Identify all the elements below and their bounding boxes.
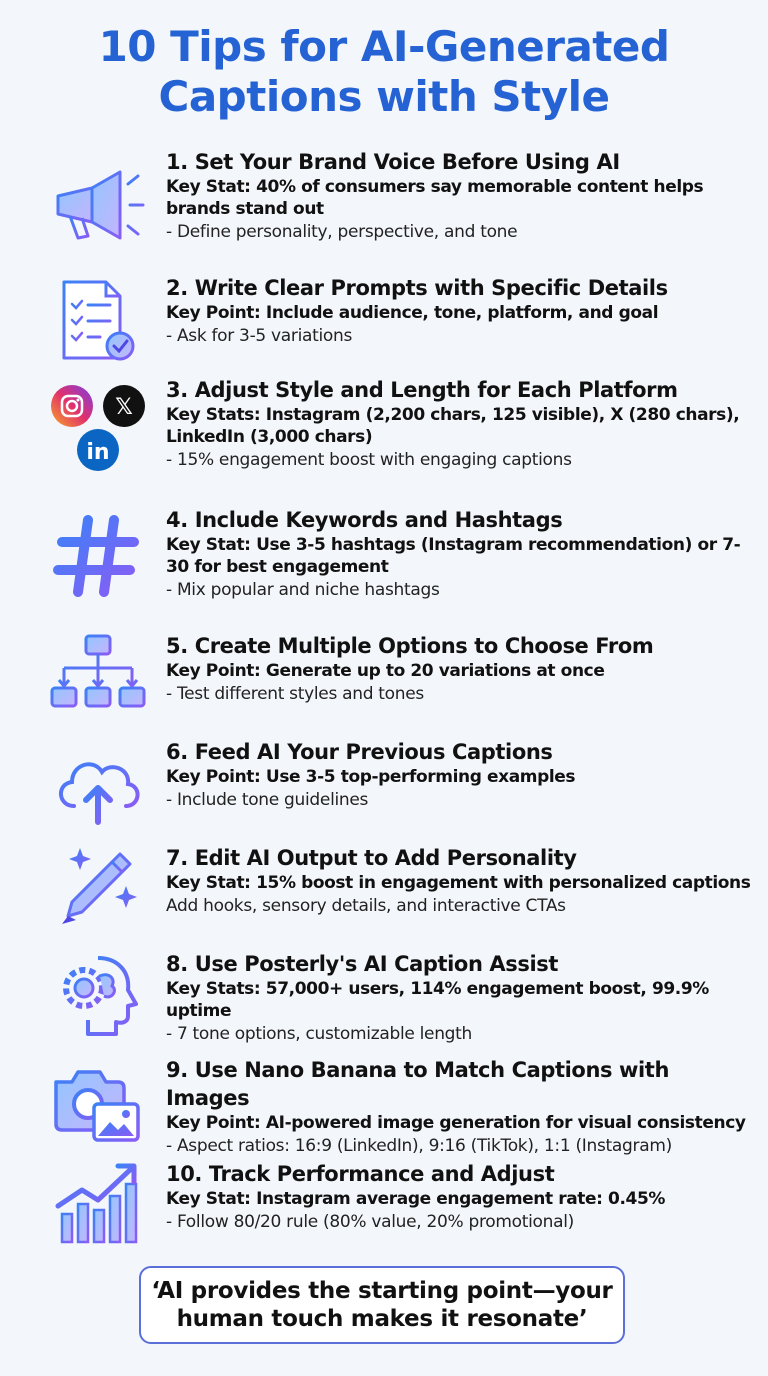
social-platforms-icon — [48, 384, 148, 474]
camera-image-icon — [48, 1058, 148, 1148]
tip-detail: Add hooks, sensory details, and interactive CTAs — [166, 896, 566, 916]
tip-detail: - Mix popular and niche hashtags — [166, 580, 440, 600]
tip-key: Key Point: AI-powered image generation for visual consistency — [166, 1113, 746, 1133]
linkedin-icon — [77, 429, 119, 471]
tip-key: Key Stats: 57,000+ users, 114% engagement boost, 99.9% uptime — [166, 979, 709, 1021]
tip-heading: 10. Track Performance and Adjust — [166, 1162, 555, 1186]
ai-head-gear-icon — [48, 950, 148, 1040]
tip-detail: - Include tone guidelines — [166, 790, 369, 810]
title-line-2: Captions with Style — [158, 72, 610, 121]
tip-heading: 6. Feed AI Your Previous Captions — [166, 740, 553, 764]
tip-key: Key Point: Use 3-5 top-performing examples — [166, 767, 576, 787]
cloud-upload-icon — [48, 744, 148, 834]
tip-detail: - Test different styles and tones — [166, 684, 424, 704]
title-line-1: 10 Tips for AI-Generated — [98, 22, 670, 71]
tip-heading: 9. Use Nano Banana to Match Captions with Images — [166, 1058, 669, 1110]
tip-detail: - 7 tone options, customizable length — [166, 1024, 473, 1044]
tip-detail: - Aspect ratios: 16:9 (LinkedIn), 9:16 (TikTok), 1:1 (Instagram) — [166, 1136, 672, 1156]
x-logo-icon — [103, 385, 145, 427]
pencil-sparkle-icon — [48, 844, 148, 934]
tip-heading: 2. Write Clear Prompts with Specific Details — [166, 276, 668, 300]
tip-key: Key Stats: Instagram (2,200 chars, 125 visible), X (280 chars), LinkedIn (3,000 chars) — [166, 405, 740, 447]
tip-heading: 3. Adjust Style and Length for Each Platform — [166, 378, 678, 402]
quote-line-2: human touch makes it resonate’ — [176, 1306, 588, 1332]
svg-text:in: in — [86, 440, 110, 465]
tip-heading: 8. Use Posterly's AI Caption Assist — [166, 952, 558, 976]
tip-heading: 4. Include Keywords and Hashtags — [166, 508, 563, 532]
hashtag-icon — [48, 510, 148, 600]
tip-key: Key Stat: Instagram average engagement rate: 0.45% — [166, 1189, 666, 1209]
tip-detail: - 15% engagement boost with engaging captions — [166, 450, 572, 470]
closing-quote — [139, 1266, 625, 1344]
page-title — [0, 22, 768, 122]
flowchart-icon — [48, 632, 148, 722]
megaphone-icon — [48, 158, 148, 248]
tip-key: Key Point: Generate up to 20 variations at once — [166, 661, 605, 681]
tip-key: Key Stat: Use 3-5 hashtags (Instagram recommendation) or 7-30 for best engagement — [166, 535, 741, 577]
tip-key: Key Point: Include audience, tone, platform, and goal — [166, 303, 659, 323]
growth-chart-icon — [48, 1160, 148, 1250]
checklist-icon — [48, 276, 148, 366]
tip-detail: - Follow 80/20 rule (80% value, 20% promotional) — [166, 1212, 574, 1232]
tip-heading: 1. Set Your Brand Voice Before Using AI — [166, 150, 620, 174]
svg-text:𝕏: 𝕏 — [115, 395, 133, 420]
tip-heading: 5. Create Multiple Options to Choose From — [166, 634, 654, 658]
tip-detail: - Define personality, perspective, and tone — [166, 222, 518, 242]
tip-detail: - Ask for 3-5 variations — [166, 326, 353, 346]
instagram-icon — [51, 385, 93, 427]
tip-key: Key Stat: 15% boost in engagement with personalized captions — [166, 873, 751, 893]
tip-key: Key Stat: 40% of consumers say memorable content helps brands stand out — [166, 177, 704, 219]
quote-line-1: ‘AI provides the starting point—your — [151, 1278, 613, 1304]
tip-heading: 7. Edit AI Output to Add Personality — [166, 846, 577, 870]
